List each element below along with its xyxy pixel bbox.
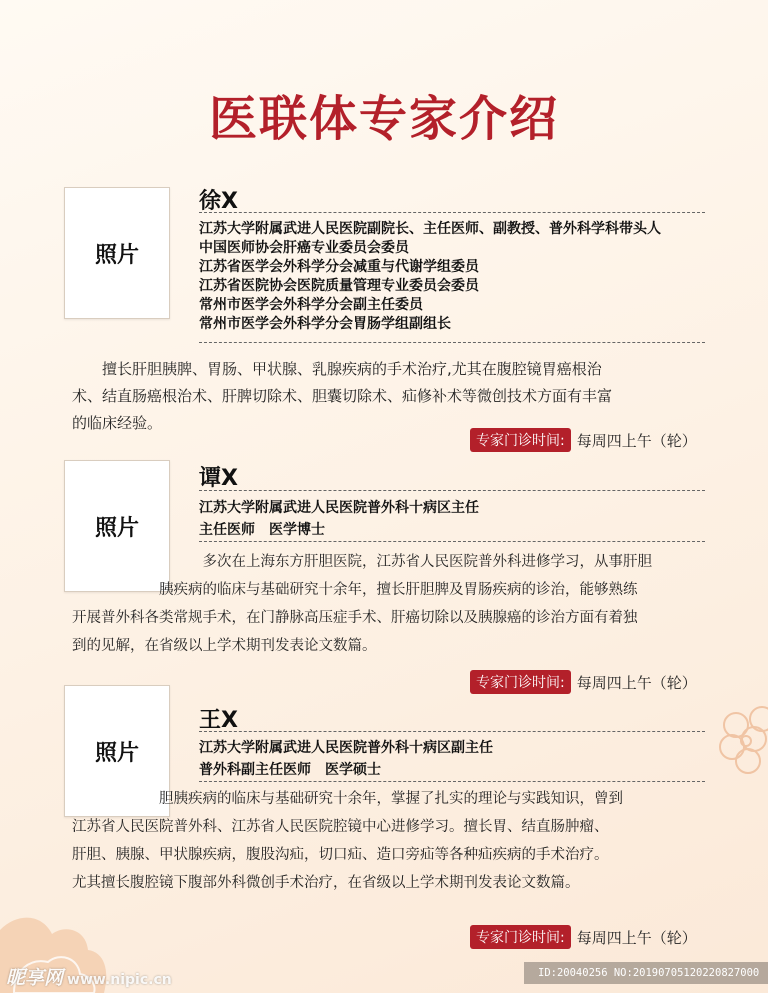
credential-line: 常州市医学会外科学分会副主任委员	[199, 297, 423, 313]
page-title: 医联体专家介绍	[208, 91, 559, 147]
watermark-brand	[6, 963, 172, 990]
clinic-time-2	[470, 670, 697, 694]
bio-line: 擅长肝胆胰脾、胃肠、甲状腺、乳腺疾病的手术治疗,尤其在腹腔镜胃癌根治	[72, 360, 602, 378]
bio-line: 的临床经验。	[72, 414, 163, 432]
expert-credentials-2	[199, 497, 479, 541]
credential-line: 江苏大学附属武进人民医院普外科十病区主任	[199, 500, 479, 516]
clinic-time-1	[470, 428, 697, 452]
bio-line: 多次在上海东方肝胆医院，江苏省人民医院普外科进修学习，从事肝胆	[72, 554, 652, 570]
watermark-url: www.nipic.cn	[67, 972, 172, 988]
bio-line: 尤其擅长腹腔镜下腹部外科微创手术治疗，在省级以上学术期刊发表论文数篇。	[72, 875, 580, 891]
expert-name-1: 徐X	[199, 189, 238, 214]
bio-line: 到的见解，在省级以上学术期刊发表论文数篇。	[72, 638, 377, 654]
bio-line: 术、结直肠癌根治术、肝脾切除术、胆囊切除术、疝修补术等微创技术方面有丰富	[72, 387, 613, 405]
clinic-time-value: 每周四上午（轮）	[576, 928, 697, 947]
clinic-label: 专家门诊时间:	[470, 925, 571, 949]
credential-line: 主任医师 医学博士	[199, 522, 325, 538]
bio-line: 江苏省人民医院普外科、江苏省人民医院腔镜中心进修学习。擅长胃、结直肠肿瘤、	[72, 819, 609, 835]
credential-line: 常州市医学会外科学分会胃肠学组副组长	[199, 316, 451, 332]
bio-line: 开展普外科各类常规手术，在门静脉高压症手术、肝癌切除以及胰腺癌的诊治方面有着独	[72, 610, 638, 626]
expert-name-3: 王X	[199, 708, 238, 733]
expert-bio-1	[72, 356, 708, 437]
credential-line: 中国医师协会肝癌专业委员会委员	[199, 240, 409, 256]
bio-line: 肝胆、胰腺、甲状腺疾病，腹股沟疝，切口疝、造口旁疝等各种疝疾病的手术治疗。	[72, 847, 609, 863]
divider-1-bottom	[199, 342, 705, 343]
expert-credentials-1	[199, 220, 661, 334]
clinic-time-value: 每周四上午（轮）	[576, 673, 697, 692]
clinic-time-3	[470, 925, 697, 949]
credential-line: 江苏省医学会外科学分会减重与代谢学组委员	[199, 259, 479, 275]
watermark-brand-text: 昵享网	[6, 967, 64, 989]
divider-2-bottom	[199, 541, 705, 542]
bio-line: 胆胰疾病的临床与基础研究十余年，掌握了扎实的理论与实践知识，曾到	[72, 791, 623, 807]
expert-bio-2	[72, 548, 708, 660]
expert-name-2: 谭X	[199, 466, 238, 491]
divider-3-bottom	[199, 781, 705, 782]
plum-blossom-icon	[712, 695, 768, 785]
expert-photo-3: 照片	[64, 685, 170, 817]
expert-photo-1: 照片	[64, 187, 170, 319]
expert-photo-2: 照片	[64, 460, 170, 592]
credential-line: 江苏大学附属武进人民医院普外科十病区副主任	[199, 740, 493, 756]
credential-line: 江苏省医院协会医院质量管理专业委员会委员	[199, 278, 479, 294]
clinic-label: 专家门诊时间:	[470, 428, 571, 452]
expert-credentials-3	[199, 737, 493, 781]
credential-line: 江苏大学附属武进人民医院副院长、主任医师、副教授、普外科学科带头人	[199, 221, 661, 237]
clinic-time-value: 每周四上午（轮）	[576, 431, 697, 450]
bio-line: 胰疾病的临床与基础研究十余年，擅长肝胆脾及胃肠疾病的诊治，能够熟练	[72, 582, 638, 598]
watermark-id: ID:20040256 NO:20190705120220827000	[524, 962, 768, 984]
divider-1-top	[199, 212, 705, 213]
divider-2-top	[199, 490, 705, 491]
clinic-label: 专家门诊时间:	[470, 670, 571, 694]
expert-bio-3	[72, 785, 708, 897]
credential-line: 普外科副主任医师 医学硕士	[199, 762, 381, 778]
divider-3-top	[199, 731, 705, 732]
